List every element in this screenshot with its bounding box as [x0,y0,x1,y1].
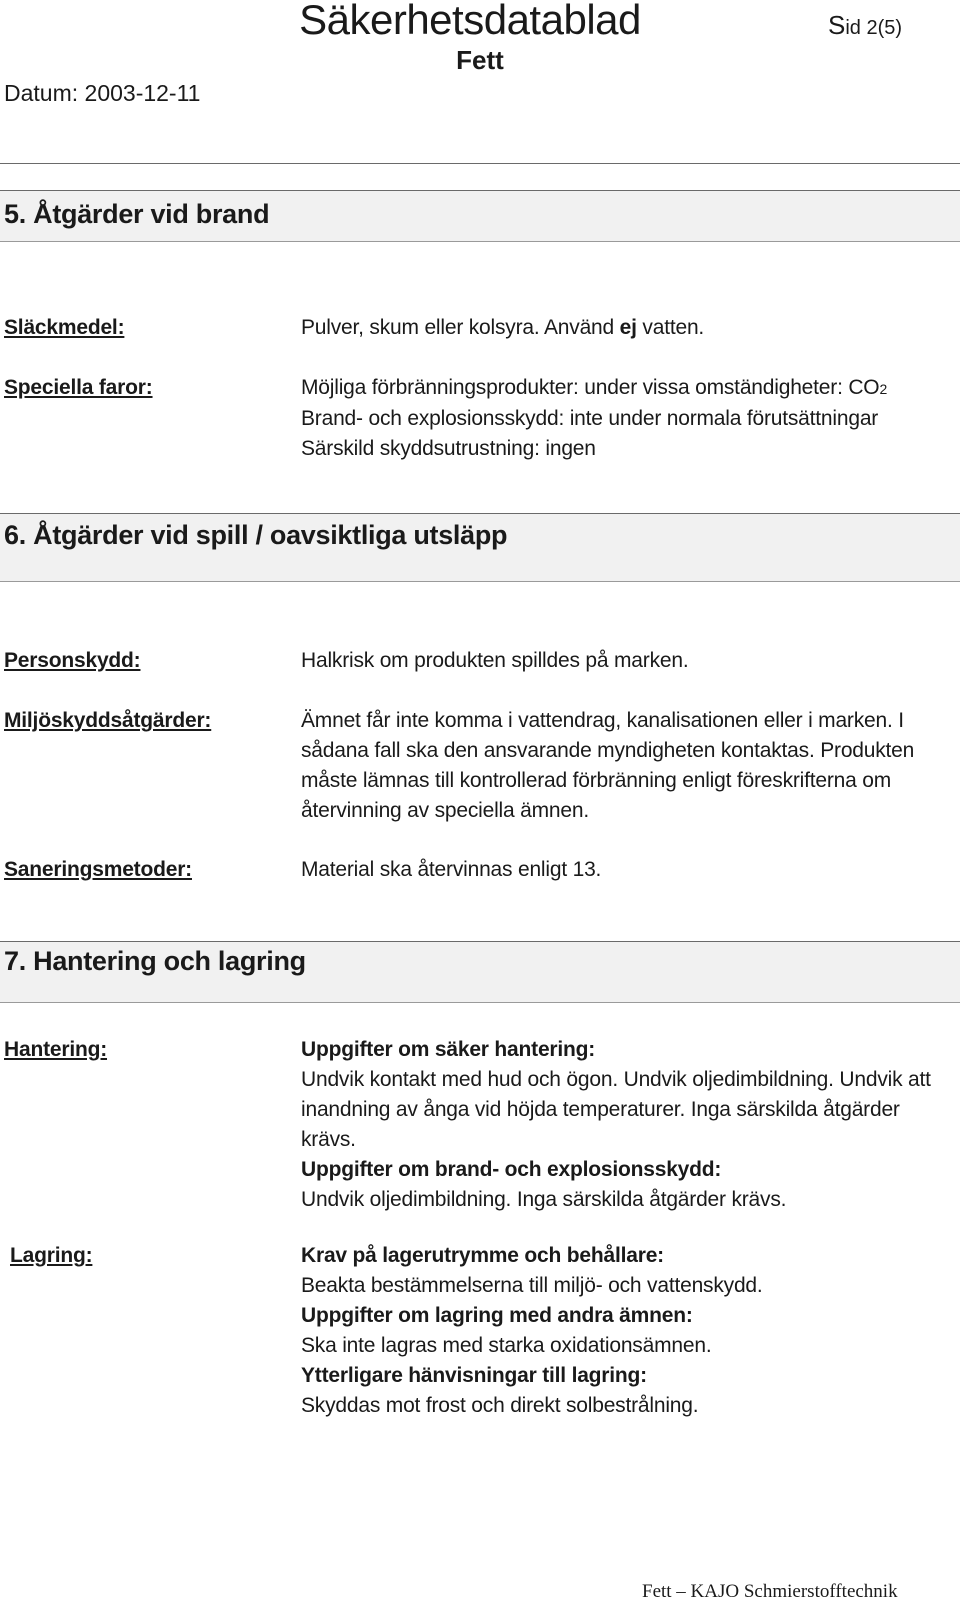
section-5-header [0,190,960,242]
environmental-measures-text [301,706,951,826]
handling-line: inandning av ånga vid höjda temperaturer. Inga särskilda åtgärder [301,1098,900,1121]
section-6-bottom-rule [0,581,960,582]
storage-heading-other-substances: Uppgifter om lagring med andra ämnen: [301,1304,693,1327]
cleanup-methods-text: Material ska återvinnas enligt 13. [301,858,602,881]
handling-text [301,1035,951,1215]
document-date: Datum: 2003-12-11 [4,80,201,106]
hazards-line-1-subscript: 2 [879,381,888,397]
extinguishing-text-b: vatten. [636,316,705,339]
handling-heading-safe: Uppgifter om säker hantering: [301,1038,596,1061]
section-6-header [0,513,960,582]
env-line: återvinning av speciella ämnen. [301,799,589,822]
extinguishing-text [301,313,951,343]
section-6-top-rule [0,513,960,514]
environmental-measures-label: Miljöskyddsåtgärder: [4,709,212,732]
storage-heading-requirements: Krav på lagerutrymme och behållare: [301,1244,664,1267]
env-line: Ämnet får inte komma i vattendrag, kanalisationen eller i marken. I [301,709,904,732]
extinguishing-label: Släckmedel: [4,316,125,339]
env-line: måste lämnas till kontrollerad förbränning enligt föreskrifterna om [301,769,892,792]
document-title: Säkerhetsdatablad [299,0,641,43]
storage-label: Lagring: [10,1244,93,1267]
personal-protection-text: Halkrisk om produkten spilldes på marken. [301,649,689,672]
hazards-line-3: Särskild skyddsutrustning: ingen [301,437,596,460]
hazards-line-1 [301,373,951,404]
handling-line-fire: Undvik oljedimbildning. Inga särskilda åtgärder krävs. [301,1188,787,1211]
page-number-suffix: id 2(5) [845,17,903,39]
hazards-text [301,373,951,464]
storage-text-requirements: Beakta bestämmelserna till miljö- och vattenskydd. [301,1274,763,1297]
hazards-line-2: Brand- och explosionsskydd: inte under normala förutsättningar [301,407,879,430]
handling-heading-fire: Uppgifter om brand- och explosionsskydd: [301,1158,722,1181]
extinguishing-text-bold: ej [619,316,637,339]
extinguishing-text-a: Pulver, skum eller kolsyra. Använd [301,316,620,339]
header-divider [0,163,960,164]
handling-line: krävs. [301,1128,356,1151]
product-name: Fett [456,45,504,75]
section-5-bottom-rule [0,241,960,242]
storage-heading-further: Ytterligare hänvisningar till lagring: [301,1364,647,1387]
page-number [828,10,902,43]
section-6-heading: 6. Åtgärder vid spill / oavsiktliga utsläpp [4,520,508,550]
cleanup-methods-label: Saneringsmetoder: [4,858,192,881]
storage-text-other-substances: Ska inte lagras med starka oxidationsämnen. [301,1334,712,1357]
hazards-line-1-text: Möjliga förbränningsprodukter: under vissa omständigheter: CO [301,376,880,399]
section-7-bottom-rule [0,1002,960,1003]
personal-protection-label: Personskydd: [4,649,141,672]
handling-label: Hantering: [4,1038,108,1061]
env-line: sådana fall ska den ansvarande myndigheten kontaktas. Produkten [301,739,915,762]
page-number-prefix: S [828,10,846,40]
page-footer: Fett – KAJO Schmierstofftechnik [642,1581,898,1602]
storage-text-further: Skyddas mot frost och direkt solbestrålning. [301,1394,699,1417]
section-5-top-rule [0,190,960,191]
storage-text [301,1241,951,1421]
section-7-header [0,941,960,1003]
section-5-heading: 5. Åtgärder vid brand [4,199,270,229]
section-7-heading: 7. Hantering och lagring [4,946,306,976]
hazards-label: Speciella faror: [4,376,153,399]
handling-line: Undvik kontakt med hud och ögon. Undvik oljedimbildning. Undvik att [301,1068,931,1091]
